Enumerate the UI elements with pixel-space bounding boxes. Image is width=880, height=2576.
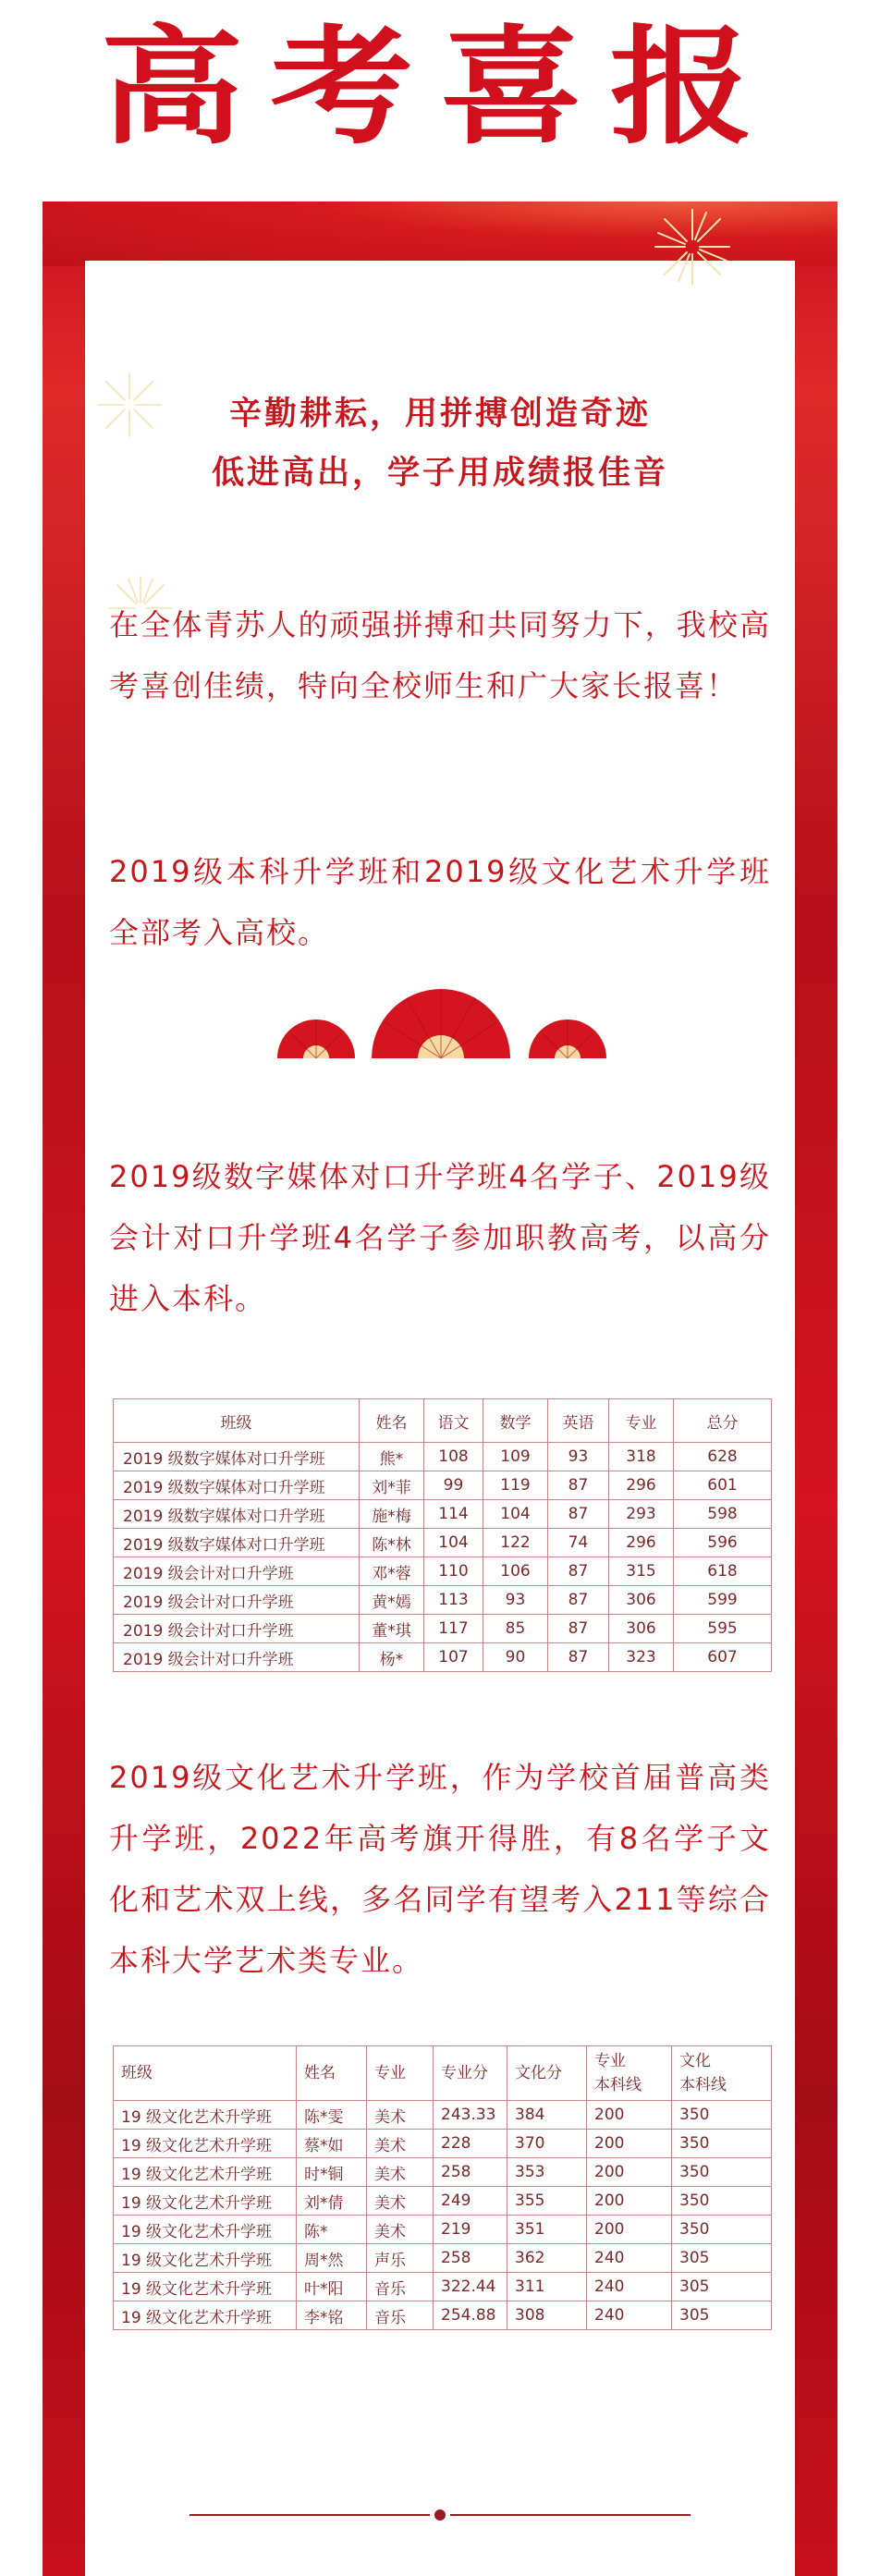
table-cell: 113: [424, 1586, 483, 1615]
table-cell: 107: [424, 1643, 483, 1672]
table-cell: 87: [548, 1615, 609, 1643]
paragraph-vocational-exam: 2019级数字媒体对口升学班4名学子、2019级会计对口升学班4名学子参加职教高考，以高分进入本科。: [109, 1159, 771, 1316]
table-cell: 315: [609, 1557, 674, 1586]
table-header-cell: 班级: [114, 2046, 297, 2101]
table-header-cell: 专业: [367, 2046, 434, 2101]
table-cell: 刘*倩: [297, 2187, 367, 2216]
table-cell: 蔡*如: [297, 2130, 367, 2158]
table-header-cell: 总分: [674, 1399, 772, 1443]
table-cell: 19 级文化艺术升学班: [114, 2216, 297, 2244]
table-cell: 355: [507, 2187, 587, 2216]
table-cell: 119: [483, 1471, 548, 1500]
paragraph-all-admitted: 2019级本科升学班和2019级文化艺术升学班全部考入高校。: [109, 854, 771, 950]
table-cell: 美术: [367, 2101, 434, 2130]
table-cell: 19 级文化艺术升学班: [114, 2244, 297, 2273]
table-row: [114, 1586, 772, 1615]
table-cell: 370: [507, 2130, 587, 2158]
table-cell: 353: [507, 2158, 587, 2187]
table-cell: 美术: [367, 2216, 434, 2244]
table-cell: 2019 级会计对口升学班: [114, 1643, 360, 1672]
table-cell: 240: [587, 2273, 672, 2301]
table-cell: 19 级文化艺术升学班: [114, 2158, 297, 2187]
table-cell: 305: [672, 2273, 772, 2301]
table-cell: 19 级文化艺术升学班: [114, 2187, 297, 2216]
table-row: [114, 2101, 772, 2130]
table-cell: 318: [609, 1443, 674, 1471]
table-row: [114, 1643, 772, 1672]
table-cell: 74: [548, 1529, 609, 1557]
table-header-row: [114, 1399, 772, 1443]
banner-title: 高考喜报: [100, 13, 780, 162]
table-cell: 109: [483, 1443, 548, 1471]
headline-line-2: 低进高出，学子用成绩报佳音: [211, 455, 668, 492]
table-cell: 陈*: [297, 2216, 367, 2244]
footer-divider-dot: [434, 2509, 446, 2521]
table-cell: 87: [548, 1500, 609, 1529]
table-cell: 258: [434, 2158, 507, 2187]
table-cell: 601: [674, 1471, 772, 1500]
table-row: [114, 1529, 772, 1557]
table-cell: 声乐: [367, 2244, 434, 2273]
table-header-cell: 文化 本科线: [672, 2046, 772, 2101]
vocational-score-table: [113, 1398, 772, 1672]
table-cell: 李*铭: [297, 2301, 367, 2330]
table-cell: 19 级文化艺术升学班: [114, 2101, 297, 2130]
table-cell: 122: [483, 1529, 548, 1557]
table-cell: 240: [587, 2301, 672, 2330]
table-cell: 2019 级数字媒体对口升学班: [114, 1443, 360, 1471]
arts-score-table: [113, 2045, 772, 2330]
footer-divider-left: [189, 2514, 430, 2516]
table-cell: 607: [674, 1643, 772, 1672]
table-cell: 114: [424, 1500, 483, 1529]
table-header-cell: 姓名: [297, 2046, 367, 2101]
table-cell: 228: [434, 2130, 507, 2158]
table-cell: 刘*菲: [360, 1471, 424, 1500]
table-cell: 施*梅: [360, 1500, 424, 1529]
table-cell: 305: [672, 2244, 772, 2273]
table-cell: 311: [507, 2273, 587, 2301]
table-cell: 350: [672, 2187, 772, 2216]
table-header-cell: 专业: [609, 1399, 674, 1443]
table-cell: 黄*嫣: [360, 1586, 424, 1615]
table-cell: 音乐: [367, 2273, 434, 2301]
table-cell: 305: [672, 2301, 772, 2330]
folding-fan-icon: [268, 980, 619, 1081]
table-cell: 2019 级数字媒体对口升学班: [114, 1471, 360, 1500]
headline-line-1: 辛勤耕耘，用拼搏创造奇迹: [228, 396, 651, 433]
table-cell: 596: [674, 1529, 772, 1557]
table-cell: 296: [609, 1529, 674, 1557]
table-cell: 杨*: [360, 1643, 424, 1672]
table-header-cell: 专业分: [434, 2046, 507, 2101]
table-cell: 306: [609, 1586, 674, 1615]
table-cell: 陈*雯: [297, 2101, 367, 2130]
table-cell: 595: [674, 1615, 772, 1643]
table-cell: 293: [609, 1500, 674, 1529]
table-header-cell: 数学: [483, 1399, 548, 1443]
table-cell: 200: [587, 2216, 672, 2244]
table-row: [114, 2216, 772, 2244]
table-cell: 时*铜: [297, 2158, 367, 2187]
table-cell: 200: [587, 2187, 672, 2216]
footer-divider-right: [450, 2514, 691, 2516]
table-cell: 叶*阳: [297, 2273, 367, 2301]
table-cell: 322.44: [434, 2273, 507, 2301]
table-header-cell: 英语: [548, 1399, 609, 1443]
table-cell: 384: [507, 2101, 587, 2130]
table-cell: 2019 级会计对口升学班: [114, 1615, 360, 1643]
table-row: [114, 2130, 772, 2158]
table-cell: 628: [674, 1443, 772, 1471]
table-cell: 87: [548, 1471, 609, 1500]
table-cell: 2019 级会计对口升学班: [114, 1586, 360, 1615]
table-cell: 90: [483, 1643, 548, 1672]
firework-icon: [651, 205, 734, 288]
table-row: [114, 2273, 772, 2301]
table-row: [114, 1557, 772, 1586]
table-cell: 19 级文化艺术升学班: [114, 2301, 297, 2330]
table-cell: 296: [609, 1471, 674, 1500]
table-cell: 258: [434, 2244, 507, 2273]
table-cell: 104: [483, 1500, 548, 1529]
table-cell: 陈*林: [360, 1529, 424, 1557]
table-cell: 598: [674, 1500, 772, 1529]
table-header-cell: 专业 本科线: [587, 2046, 672, 2101]
table-row: [114, 2158, 772, 2187]
table-cell: 306: [609, 1615, 674, 1643]
table-cell: 350: [672, 2216, 772, 2244]
table-cell: 19 级文化艺术升学班: [114, 2273, 297, 2301]
table-cell: 351: [507, 2216, 587, 2244]
table-cell: 200: [587, 2130, 672, 2158]
table-cell: 106: [483, 1557, 548, 1586]
table-cell: 308: [507, 2301, 587, 2330]
table-cell: 200: [587, 2158, 672, 2187]
table-cell: 董*琪: [360, 1615, 424, 1643]
table-cell: 93: [483, 1586, 548, 1615]
table-cell: 音乐: [367, 2301, 434, 2330]
paragraph-arts-class: 2019级文化艺术升学班，作为学校首届普高类升学班，2022年高考旗开得胜，有8名学子文化和艺术双上线，多名同学有望考入211等综合本科大学艺术类专业。: [109, 1760, 771, 1978]
table-row: [114, 1471, 772, 1500]
table-cell: 87: [548, 1643, 609, 1672]
table-cell: 254.88: [434, 2301, 507, 2330]
table-row: [114, 1443, 772, 1471]
table-row: [114, 1615, 772, 1643]
header-banner: [0, 0, 880, 201]
table-cell: 2019 级数字媒体对口升学班: [114, 1529, 360, 1557]
table-cell: 87: [548, 1557, 609, 1586]
table-cell: 87: [548, 1586, 609, 1615]
table-cell: 99: [424, 1471, 483, 1500]
table-row: [114, 2244, 772, 2273]
table-row: [114, 1500, 772, 1529]
table-cell: 219: [434, 2216, 507, 2244]
table-header-cell: 姓名: [360, 1399, 424, 1443]
table-row: [114, 2301, 772, 2330]
table-cell: 104: [424, 1529, 483, 1557]
table-cell: 93: [548, 1443, 609, 1471]
table-cell: 108: [424, 1443, 483, 1471]
table-cell: 323: [609, 1643, 674, 1672]
table-cell: 美术: [367, 2158, 434, 2187]
table-cell: 240: [587, 2244, 672, 2273]
table-cell: 110: [424, 1557, 483, 1586]
table-cell: 117: [424, 1615, 483, 1643]
table-header-cell: 文化分: [507, 2046, 587, 2101]
table-cell: 350: [672, 2130, 772, 2158]
table-cell: 243.33: [434, 2101, 507, 2130]
paragraph-intro: 在全体青苏人的顽强拼搏和共同努力下，我校高考喜创佳绩，特向全校师生和广大家长报喜！: [109, 607, 771, 703]
table-cell: 599: [674, 1586, 772, 1615]
table-cell: 美术: [367, 2187, 434, 2216]
table-cell: 350: [672, 2158, 772, 2187]
table-header-row: [114, 2046, 772, 2101]
table-cell: 85: [483, 1615, 548, 1643]
table-row: [114, 2187, 772, 2216]
table-cell: 350: [672, 2101, 772, 2130]
table-cell: 2019 级会计对口升学班: [114, 1557, 360, 1586]
table-cell: 200: [587, 2101, 672, 2130]
table-cell: 周*然: [297, 2244, 367, 2273]
table-cell: 249: [434, 2187, 507, 2216]
table-cell: 美术: [367, 2130, 434, 2158]
table-cell: 熊*: [360, 1443, 424, 1471]
table-cell: 19 级文化艺术升学班: [114, 2130, 297, 2158]
table-cell: 邓*蓉: [360, 1557, 424, 1586]
table-header-cell: 语文: [424, 1399, 483, 1443]
table-header-cell: 班级: [114, 1399, 360, 1443]
table-cell: 2019 级数字媒体对口升学班: [114, 1500, 360, 1529]
table-cell: 362: [507, 2244, 587, 2273]
table-cell: 618: [674, 1557, 772, 1586]
